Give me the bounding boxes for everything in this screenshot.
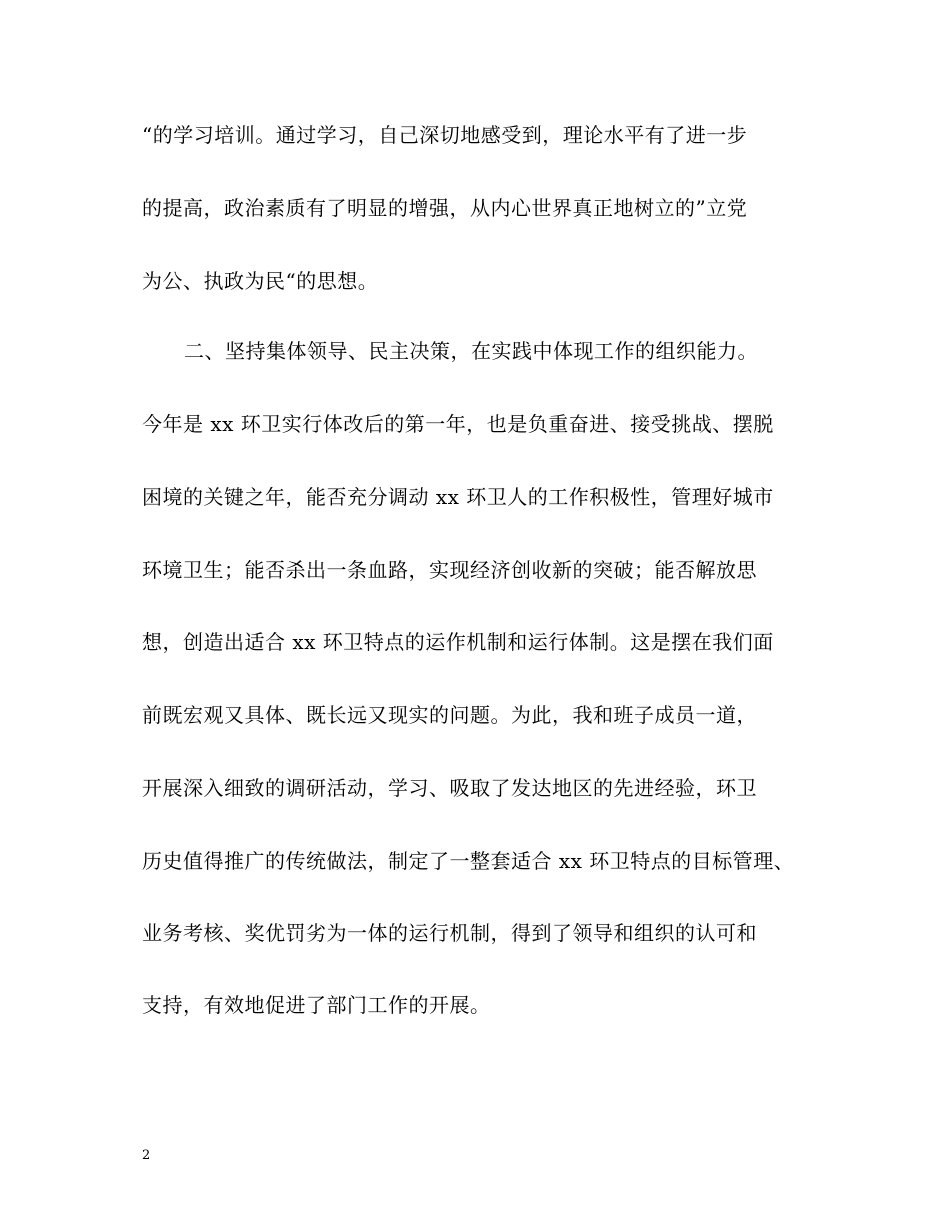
text-line: 今年是 xx 环卫实行体改后的第一年，也是负重奋进、接受挑战、摆脱 [142,412,774,436]
text-line: 困境的关键之年，能否充分调动 xx 环卫人的工作积极性，管理好城市 [142,485,774,509]
text-line: 历史值得推广的传统做法，制定了一整套适合 xx 环卫特点的目标管理、 [142,849,795,873]
text-line: 前既宏观又具体、既长远又现实的问题。为此，我和班子成员一道， [142,703,757,727]
text-line: 支持，有效地促进了部门工作的开展。 [142,993,491,1017]
text-line: 想，创造出适合 xx 环卫特点的运作机制和运行体制。这是摆在我们面 [142,630,774,654]
text-line: 环境卫生；能否杀出一条血路，实现经济创收新的突破；能否解放思 [142,558,757,582]
text-line: 开展深入细致的调研活动，学习、吸取了发达地区的先进经验，环卫 [142,776,757,800]
page-number: 2 [142,1148,151,1163]
text-line: 业务考核、奖优罚劣为一体的运行机制，得到了领导和组织的认可和 [142,921,757,945]
text-line: 的提高，政治素质有了明显的增强，从内心世界真正地树立的”立党 [142,196,748,220]
text-line: “的学习培训。通过学习，自己深切地感受到，理论水平有了进一步 [142,123,748,147]
section-heading: 二、坚持集体领导、民主决策，在实践中体现工作的组织能力。 [184,339,758,363]
text-line: 为公、执政为民“的思想。 [142,269,379,293]
